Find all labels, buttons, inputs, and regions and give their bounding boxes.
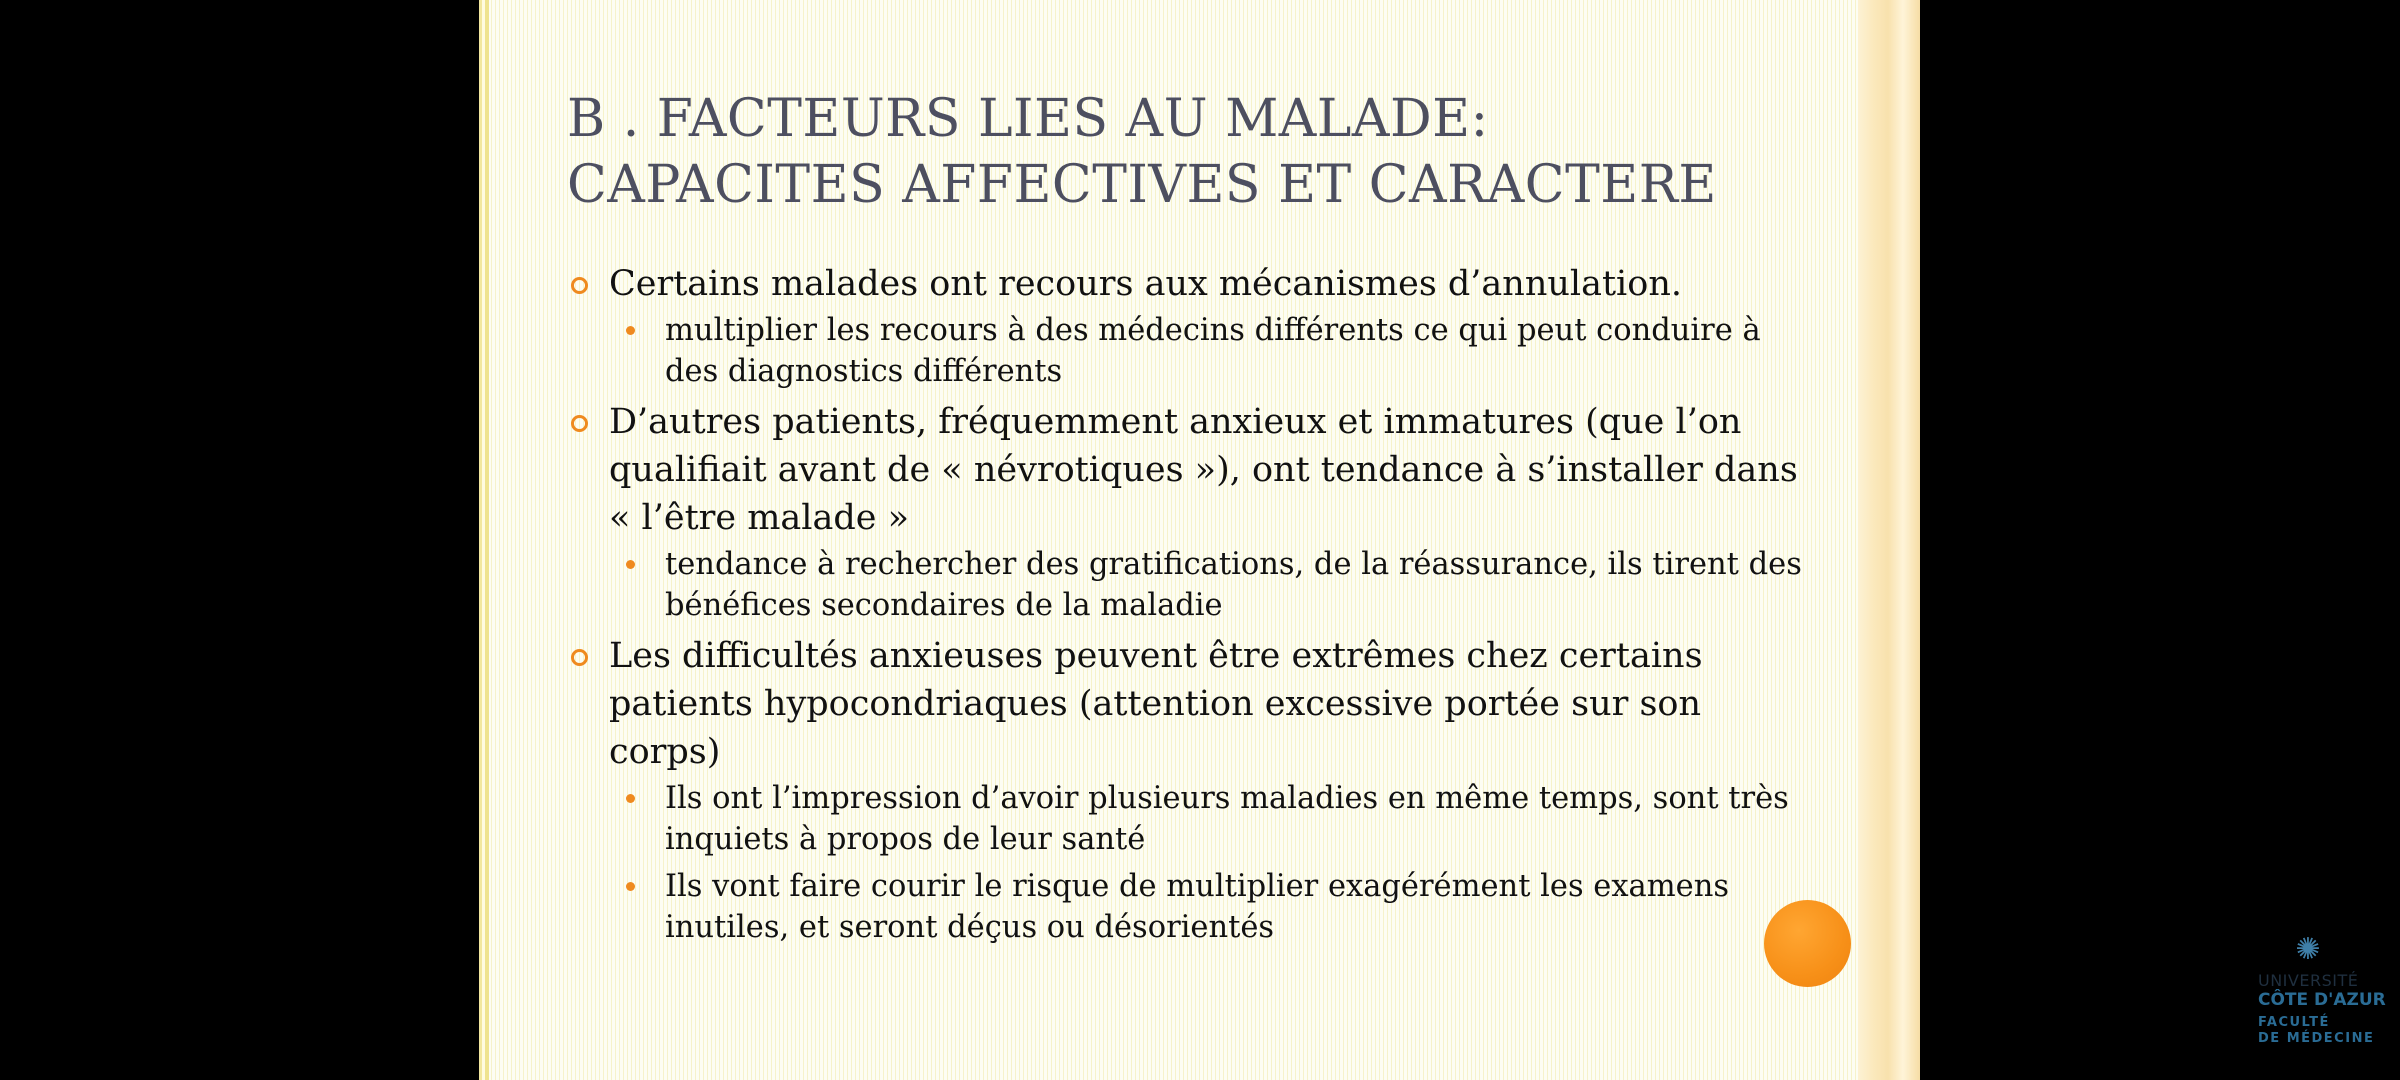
logo-text-universite: UNIVERSITÉ xyxy=(2258,971,2359,990)
bullet-3-text: Les difficultés anxieuses peuvent être extrêmes chez certains patients hypocondriaques (attention excessive portée sur son corps) xyxy=(609,636,1703,772)
slide-border-right xyxy=(1858,0,1920,1080)
bullet-2 xyxy=(567,398,1817,542)
logo-text-faculte: FACULTÉ xyxy=(2258,1015,2330,1030)
hollow-circle-bullet-icon xyxy=(571,649,588,666)
dot-bullet-icon xyxy=(626,560,635,569)
university-logo xyxy=(2248,932,2386,1052)
bullet-3 xyxy=(567,632,1817,776)
dot-bullet-icon xyxy=(626,794,635,803)
sub-bullet-3-1 xyxy=(609,778,1817,860)
sub-bullet-3-1-text: Ils ont l’impression d’avoir plusieurs maladies en même temps, sont très inquiets à propos de leur santé xyxy=(665,781,1789,857)
slide-title-line-2: CAPACITES AFFECTIVES ET CARACTERE xyxy=(567,155,1717,215)
slide-title xyxy=(567,86,1837,218)
dot-bullet-icon xyxy=(626,882,635,891)
bullet-2-text: D’autres patients, fréquemment anxieux et immatures (que l’on qualifiait avant de « névrotiques »), ont tendance à s’installer dans « l’être malade » xyxy=(609,402,1798,538)
logo-text-cote-dazur: CÔTE D'AZUR xyxy=(2258,990,2386,1010)
dot-bullet-icon xyxy=(626,326,635,335)
sub-bullet-2-1-text: tendance à rechercher des gratifications, de la réassurance, ils tirent des bénéfices secondaires de la maladie xyxy=(665,547,1802,623)
sub-bullet-3-2-text: Ils vont faire courir le risque de multiplier exagérément les examens inutiles, et seront déçus ou désorientés xyxy=(665,869,1730,945)
sub-bullet-3-2 xyxy=(609,866,1817,948)
sub-bullet-2-1 xyxy=(609,544,1817,626)
orange-circle-marker xyxy=(1764,900,1851,987)
sub-bullet-1-1 xyxy=(609,310,1817,392)
bullet-1-text: Certains malades ont recours aux mécanismes d’annulation. xyxy=(609,264,1682,304)
slide-content xyxy=(567,260,1817,954)
bullet-1 xyxy=(567,260,1817,308)
hollow-circle-bullet-icon xyxy=(571,277,588,294)
logo-text-de-medecine: DE MÉDECINE xyxy=(2258,1031,2375,1046)
slide-title-line-1: B . FACTEURS LIES AU MALADE: xyxy=(567,89,1489,149)
slide-border-left xyxy=(479,0,489,1080)
star-logo-icon: ✺ xyxy=(2295,932,2321,967)
sub-bullet-1-1-text: multiplier les recours à des médecins différents ce qui peut conduire à des diagnostics différents xyxy=(665,313,1761,389)
hollow-circle-bullet-icon xyxy=(571,415,588,432)
slide xyxy=(479,0,1920,1080)
